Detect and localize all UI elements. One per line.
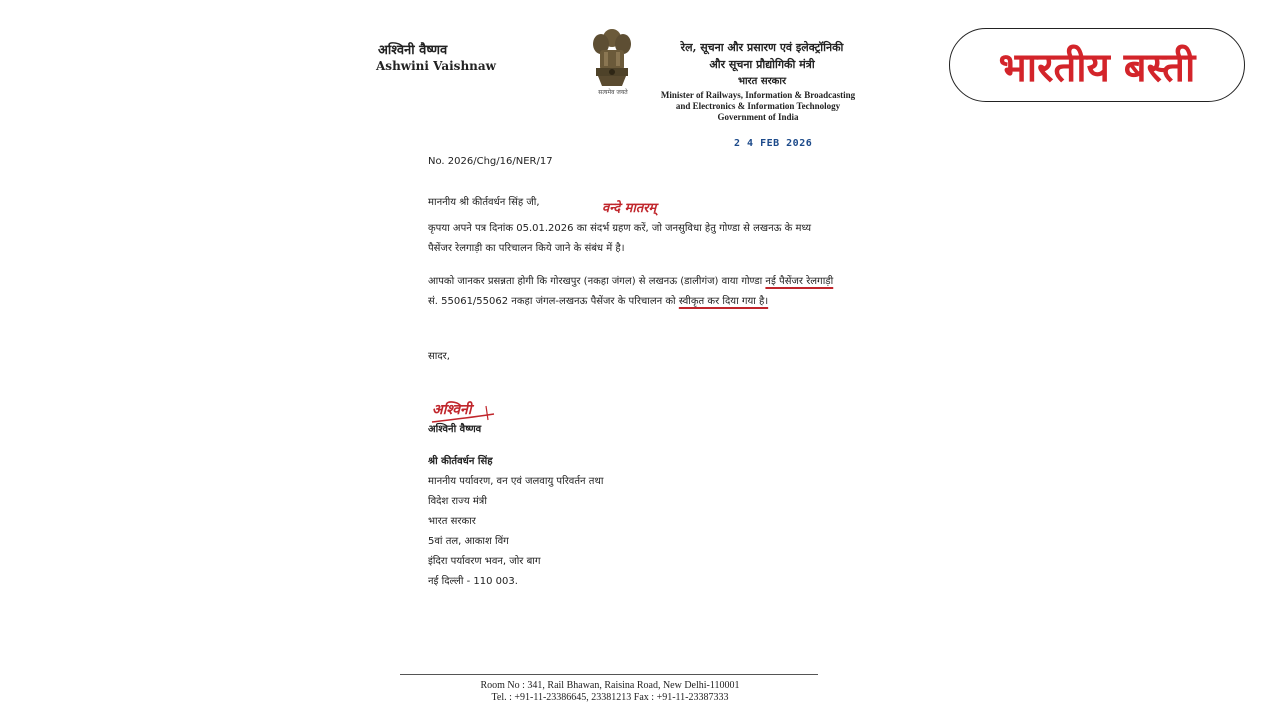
footer-divider xyxy=(400,674,818,675)
recipient-line: श्री कीर्तवर्धन सिंह xyxy=(428,456,493,467)
ministry-title-hindi-line3: भारत सरकार xyxy=(737,76,787,87)
emblem-motto: सत्यमेव जयते xyxy=(598,89,628,96)
sender-name-hindi: अश्विनी वैष्णव xyxy=(378,43,448,58)
approval-text-part1: आपको जानकर प्रसन्नता होगी कि गोरखपुर (नकहा जंगल) से लखनऊ (डालीगंज) वाया गोण्डा xyxy=(428,276,766,287)
date-stamp: 2 4 FEB 2026 xyxy=(734,138,813,149)
recipient-line: विदेश राज्य मंत्री xyxy=(428,496,487,507)
recipient-line: भारत सरकार xyxy=(428,516,476,527)
brand-logo-text: भारतीय बस्ती xyxy=(998,44,1196,91)
recipient-line: नई दिल्ली - 110 003. xyxy=(428,576,518,587)
handwritten-signature: अश्विनी xyxy=(432,402,472,418)
ministry-title-english xyxy=(650,90,866,123)
ministry-title-english-line1: Minister of Railways, Information & Broadcasting xyxy=(660,90,856,100)
handwritten-greeting: वन्दे मातरम् xyxy=(602,201,657,216)
approval-text-part2: सं. 55061/55062 नकहा जंगल-लखनऊ पैसेंजर के परिचालन को xyxy=(428,296,679,307)
letter-document xyxy=(362,0,866,720)
recipient-address xyxy=(428,452,603,592)
paragraph-reference: कृपया अपने पत्र दिनांक 05.01.2026 का संदर्भ ग्रहण करें, जो जनसुविधा हेतु गोण्डा से लखनऊ के मध्य पैसेंजर रेलगाड़ी का परिचालन किये जाने के संबंध में है। xyxy=(428,223,812,254)
ministry-title-english-line3: Government of India xyxy=(717,112,799,122)
approval-underlined-train: नई पैसेंजर रेलगाड़ी xyxy=(765,276,834,287)
brand-logo[interactable] xyxy=(949,28,1245,102)
recipient-line: माननीय पर्यावरण, वन एवं जलवायु परिवर्तन तथा xyxy=(428,476,604,487)
salutation: माननीय श्री कीर्तवर्धन सिंह जी, xyxy=(428,197,540,208)
recipient-line: इंदिरा पर्यावरण भवन, जोर बाग xyxy=(428,556,541,567)
paragraph-approval xyxy=(428,272,838,312)
closing: सादर, xyxy=(428,351,450,362)
ministry-title-english-line2: and Electronics & Information Technology xyxy=(675,101,841,111)
ministry-title-hindi-line2: और सूचना प्रौद्योगिकी मंत्री xyxy=(709,58,815,71)
ministry-title-hindi-line1: रेल, सूचना और प्रसारण एवं इलेक्ट्रॉनिकी xyxy=(680,41,844,54)
footer-address: Room No : 341, Rail Bhawan, Raisina Road, New Delhi-110001 xyxy=(480,680,740,691)
signer-name: अश्विनी वैष्णव xyxy=(428,424,482,435)
sender-name-english: Ashwini Vaishnaw xyxy=(376,59,496,73)
recipient-line: 5वां तल, आकाश विंग xyxy=(428,536,509,547)
approval-underlined-approved: स्वीकृत कर दिया गया है। xyxy=(678,296,769,307)
reference-number: No. 2026/Chg/16/NER/17 xyxy=(428,156,553,167)
national-emblem-icon xyxy=(584,24,640,98)
footer-contact: Tel. : +91-11-23386645, 23381213 Fax : +91-11-23387333 xyxy=(491,692,729,703)
